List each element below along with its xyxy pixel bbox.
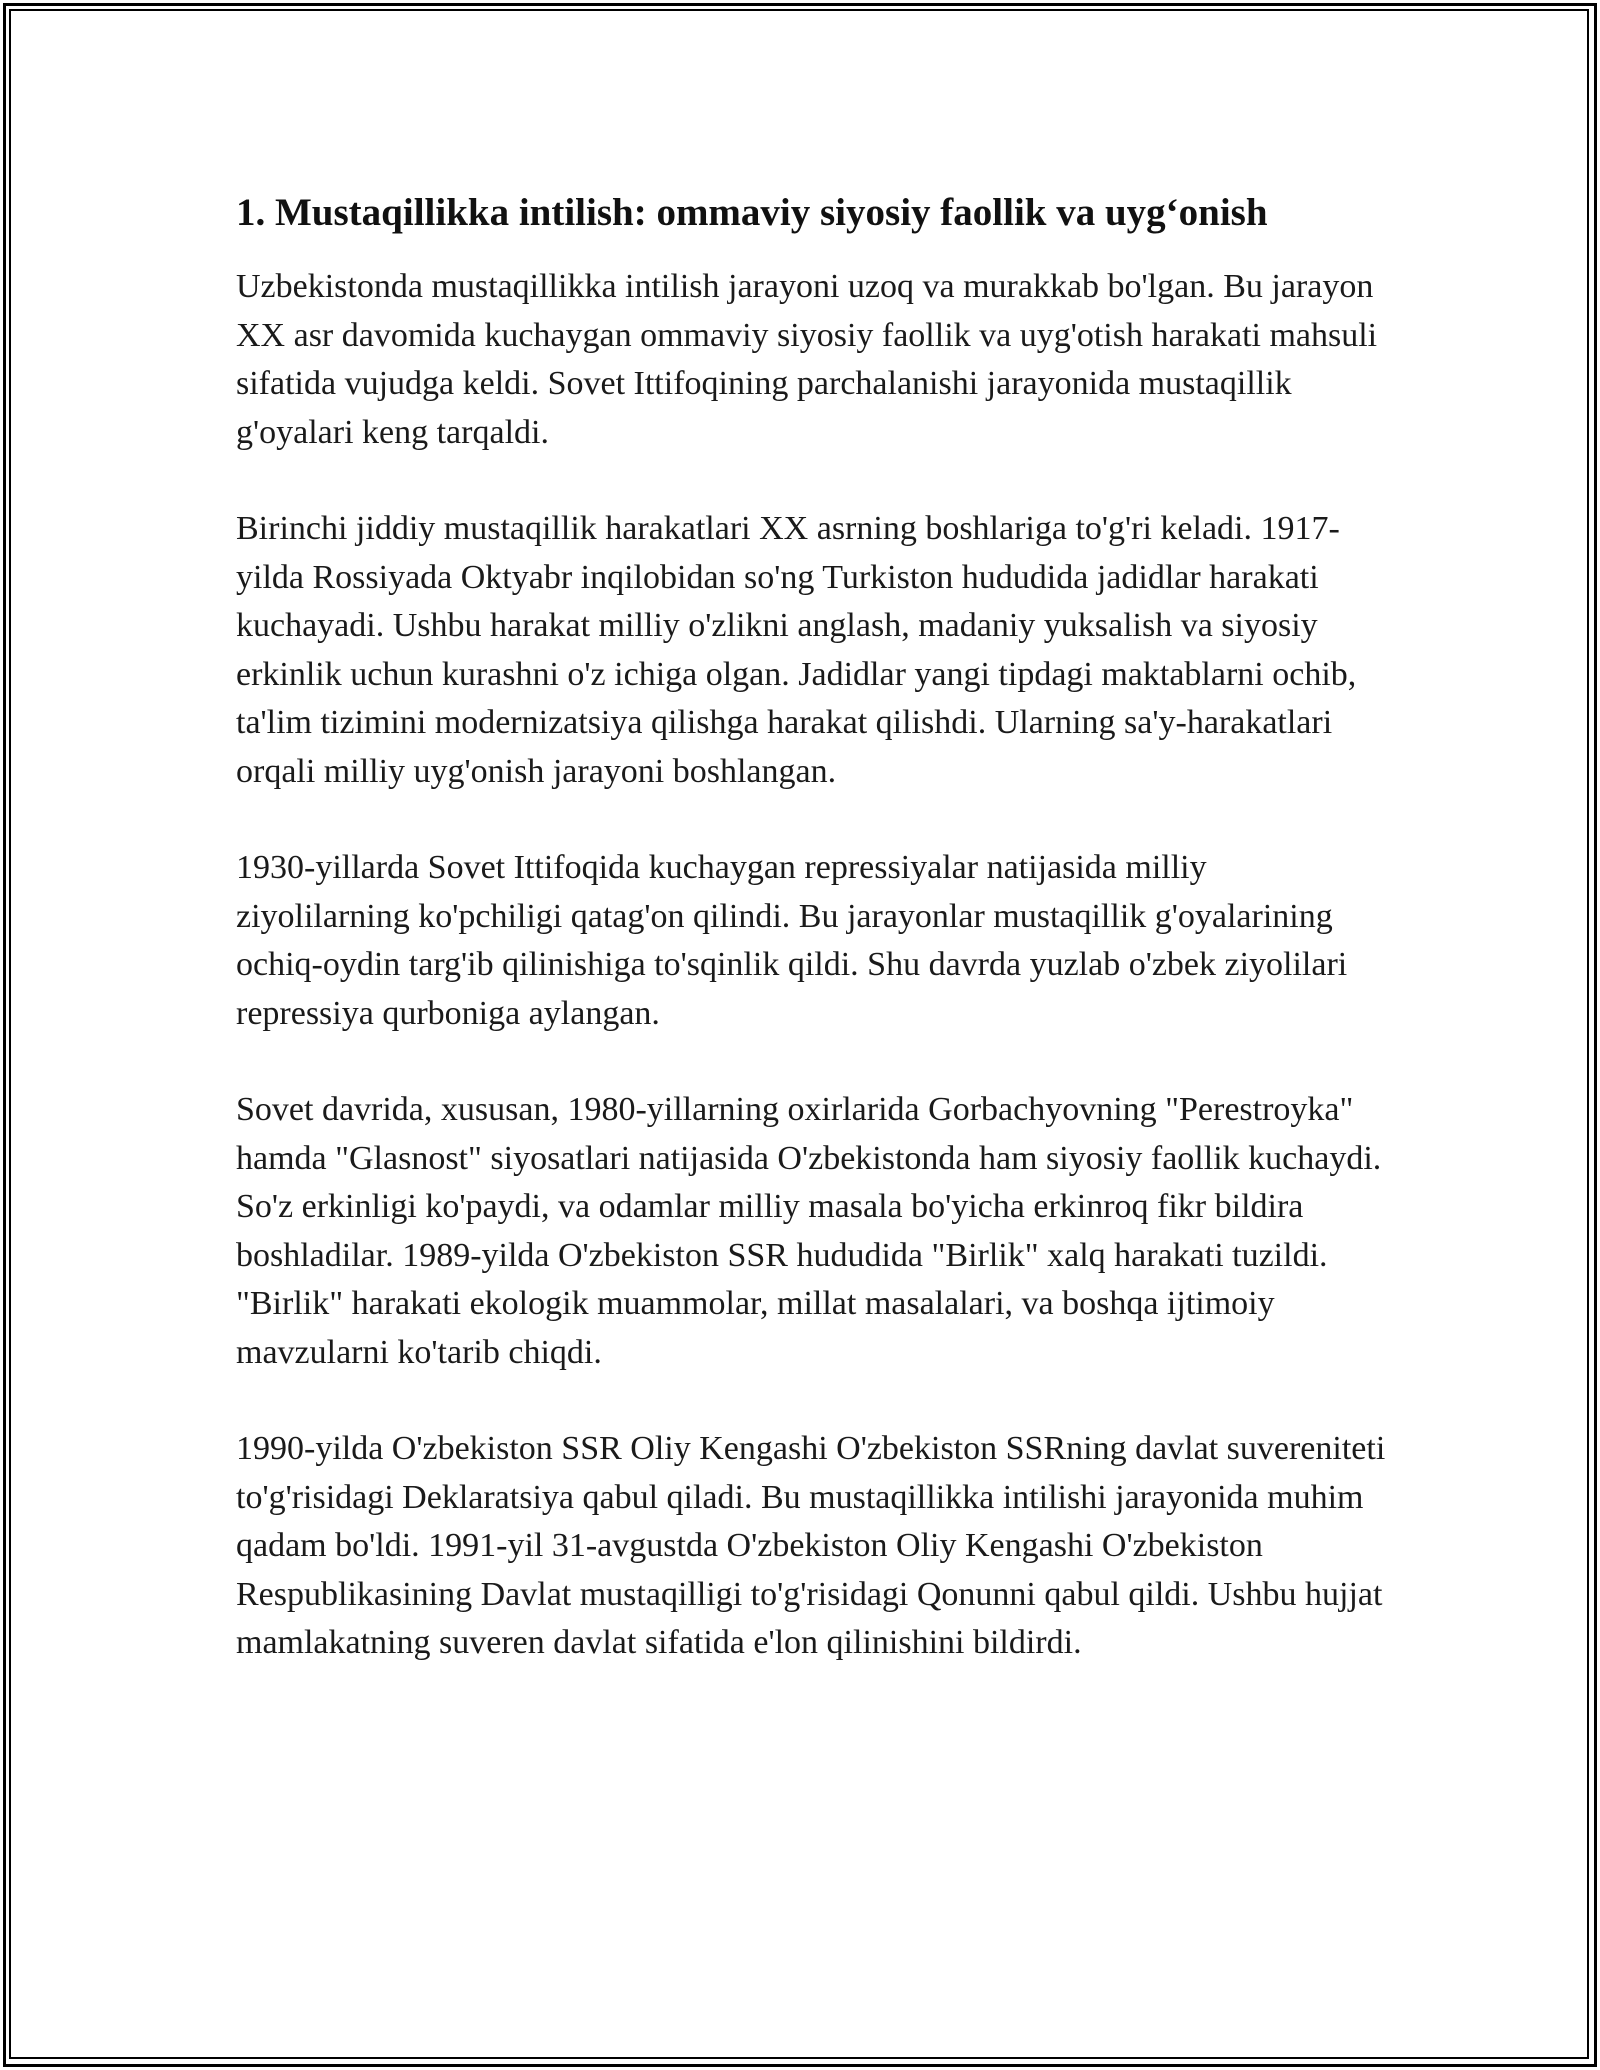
paragraph-4: Sovet davrida, xususan, 1980-yillarning oxirlarida Gorbachyovning "Perestroyka" hamda "Glasnost" siyosatlari natijasida O'zbekistonda ham siyosiy faollik kuchaydi. So'z erkinligi ko'paydi, va odamlar milliy masala bo'yicha erkinroq fikr bildira boshladilar. 1989-yilda O'zbekiston SSR hududida "Birlik" xalq harakati tuzildi. "Birlik" harakati ekologik muammolar, millat masalalari, va boshqa ijtimoiy mavzularni ko'tarib chiqdi. <box>236 1091 1382 1371</box>
paragraph-3: 1930-yillarda Sovet Ittifoqida kuchaygan repressiyalar natijasida milliy ziyolilarning ko'pchiligi qatag'on qilindi. Bu jarayonlar mustaqillik g'oyalarining ochiq-oydin targ'ib qilinishiga to'sqinlik qildi. Shu davrda yuzlab o'zbek ziyolilari repressiya qurboniga aylangan. <box>236 849 1348 1032</box>
paragraph-5: 1990-yilda O'zbekiston SSR Oliy Kengashi O'zbekiston SSRning davlat suvereniteti to'g'risidagi Deklaratsiya qabul qiladi. Bu mustaqillikka intilishi jarayonida muhim qadam bo'ldi. 1991-yil 31-avgustda O'zbekiston Oliy Kengashi O'zbekiston Respublikasining Davlat mustaqilligi to'g'risidagi Qonunni qabul qildi. Ushbu hujjat mamlakatning suveren davlat sifatida e'lon qilinishini bildirdi. <box>236 1430 1386 1661</box>
paragraph-2: Birinchi jiddiy mustaqillik harakatlari XX asrning boshlariga to'g'ri keladi. 1917-yilda Rossiyada Oktyabr inqilobidan so'ng Turkiston hududida jadidlar harakati kuchayadi. Ushbu harakat milliy o'zlikni anglash, madaniy yuksalish va siyosiy erkinlik uchun kurashni o'z ichiga olgan. Jadidlar yangi tipdagi maktablarni ochib, ta'lim tizimini modernizatsiya qilishga harakat qilishdi. Ularning sa'y-harakatlari orqali milliy uyg'onish jarayoni boshlangan. <box>236 510 1357 790</box>
document-body <box>236 185 1386 1716</box>
section-heading: 1. Mustaqillikka intilish: ommaviy siyosiy faollik va uyg‘onish <box>236 191 1268 234</box>
paragraph-1: Uzbekistonda mustaqillikka intilish jarayoni uzoq va murakkab bo'lgan. Bu jarayon XX asr davomida kuchaygan ommaviy siyosiy faollik va uyg'otish harakati mahsuli sifatida vujudga keldi. Sovet Ittifoqining parchalanishi jarayonida mustaqillik g'oyalari keng tarqaldi. <box>236 268 1378 451</box>
